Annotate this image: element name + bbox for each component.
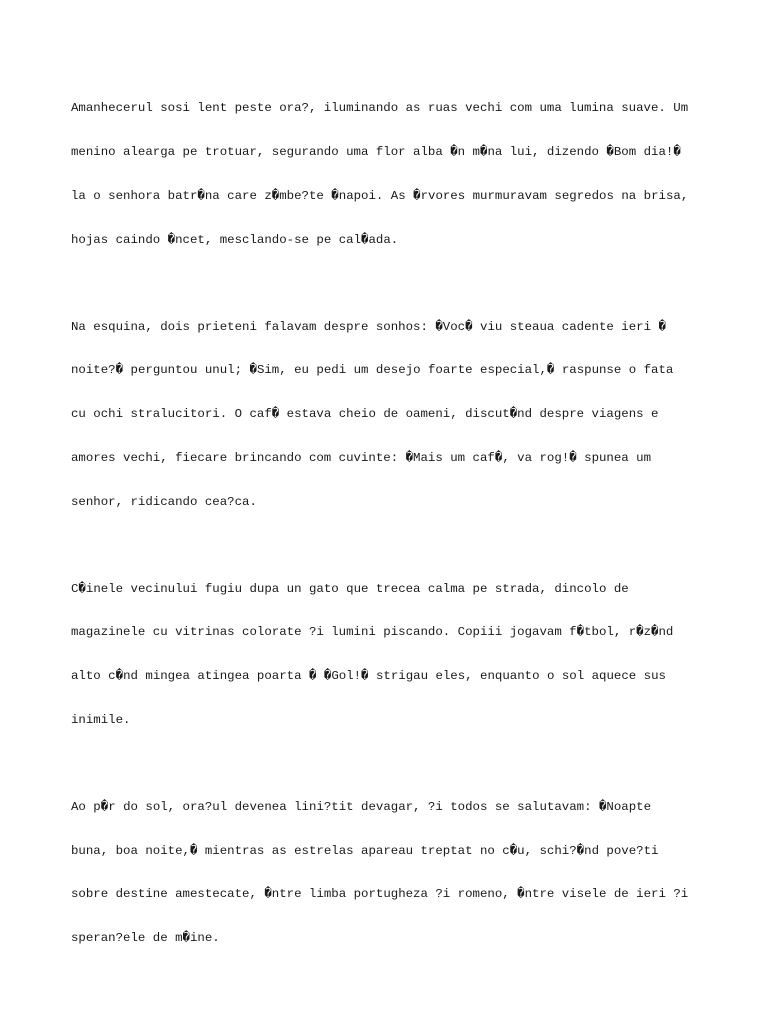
text-line: cu ochi stralucitori. O caf� estava cheio de oameni, discut�nd despre viagens e — [71, 407, 659, 422]
text-line: senhor, ridicando cea?ca. — [71, 494, 257, 509]
text-line: la o senhora batr�na care z�mbe?te �napoi. As �rvores murmuravam segredos na brisa, — [71, 188, 689, 203]
paragraph-1 — [71, 72, 711, 276]
text-line: menino alearga pe trotuar, segurando uma flor alba �n m�na lui, dizendo �Bom dia!� — [71, 144, 681, 159]
text-line: amores vechi, fiecare brincando com cuvinte: �Mais um caf�, va rog!� spunea um — [71, 450, 652, 465]
text-line: hojas caindo �ncet, mesclando-se pe cal�ada. — [71, 232, 399, 247]
text-line: buna, boa noite,� mientras as estrelas apareau treptat no c�u, schi?�nd pove?ti — [71, 843, 659, 858]
text-line: speran?ele de m�ine. — [71, 931, 220, 946]
text-line: inimile. — [71, 712, 131, 727]
text-line: alto c�nd mingea atingea poarta � �Gol!� strigau eles, enquanto o sol aquece sus — [71, 669, 666, 684]
text-line: noite?� perguntou unul; �Sim, eu pedi um desejo foarte especial,� raspunse o fata — [71, 363, 674, 378]
paragraph-4 — [71, 771, 711, 975]
document-page — [71, 72, 711, 989]
text-line: magazinele cu vitrinas colorate ?i lumini piscando. Copiii jogavam f�tbol, r�z�nd — [71, 625, 674, 640]
paragraph-2 — [71, 290, 711, 538]
text-line: Amanhecerul sosi lent peste ora?, iluminando as ruas vechi com uma lumina suave. Um — [71, 101, 689, 116]
text-line: sobre destine amestecate, �ntre limba portugheza ?i romeno, �ntre visele de ieri ?i — [71, 887, 689, 902]
text-line: C�inele vecinului fugiu dupa un gato que trecea calma pe strada, dincolo de — [71, 581, 629, 596]
text-line: Ao p�r do sol, ora?ul devenea lini?tit devagar, ?i todos se salutavam: �Noapte — [71, 799, 652, 814]
paragraph-3 — [71, 552, 711, 756]
text-line: Na esquina, dois prieteni falavam despre sonhos: �Voc� viu steaua cadente ieri � — [71, 319, 666, 334]
